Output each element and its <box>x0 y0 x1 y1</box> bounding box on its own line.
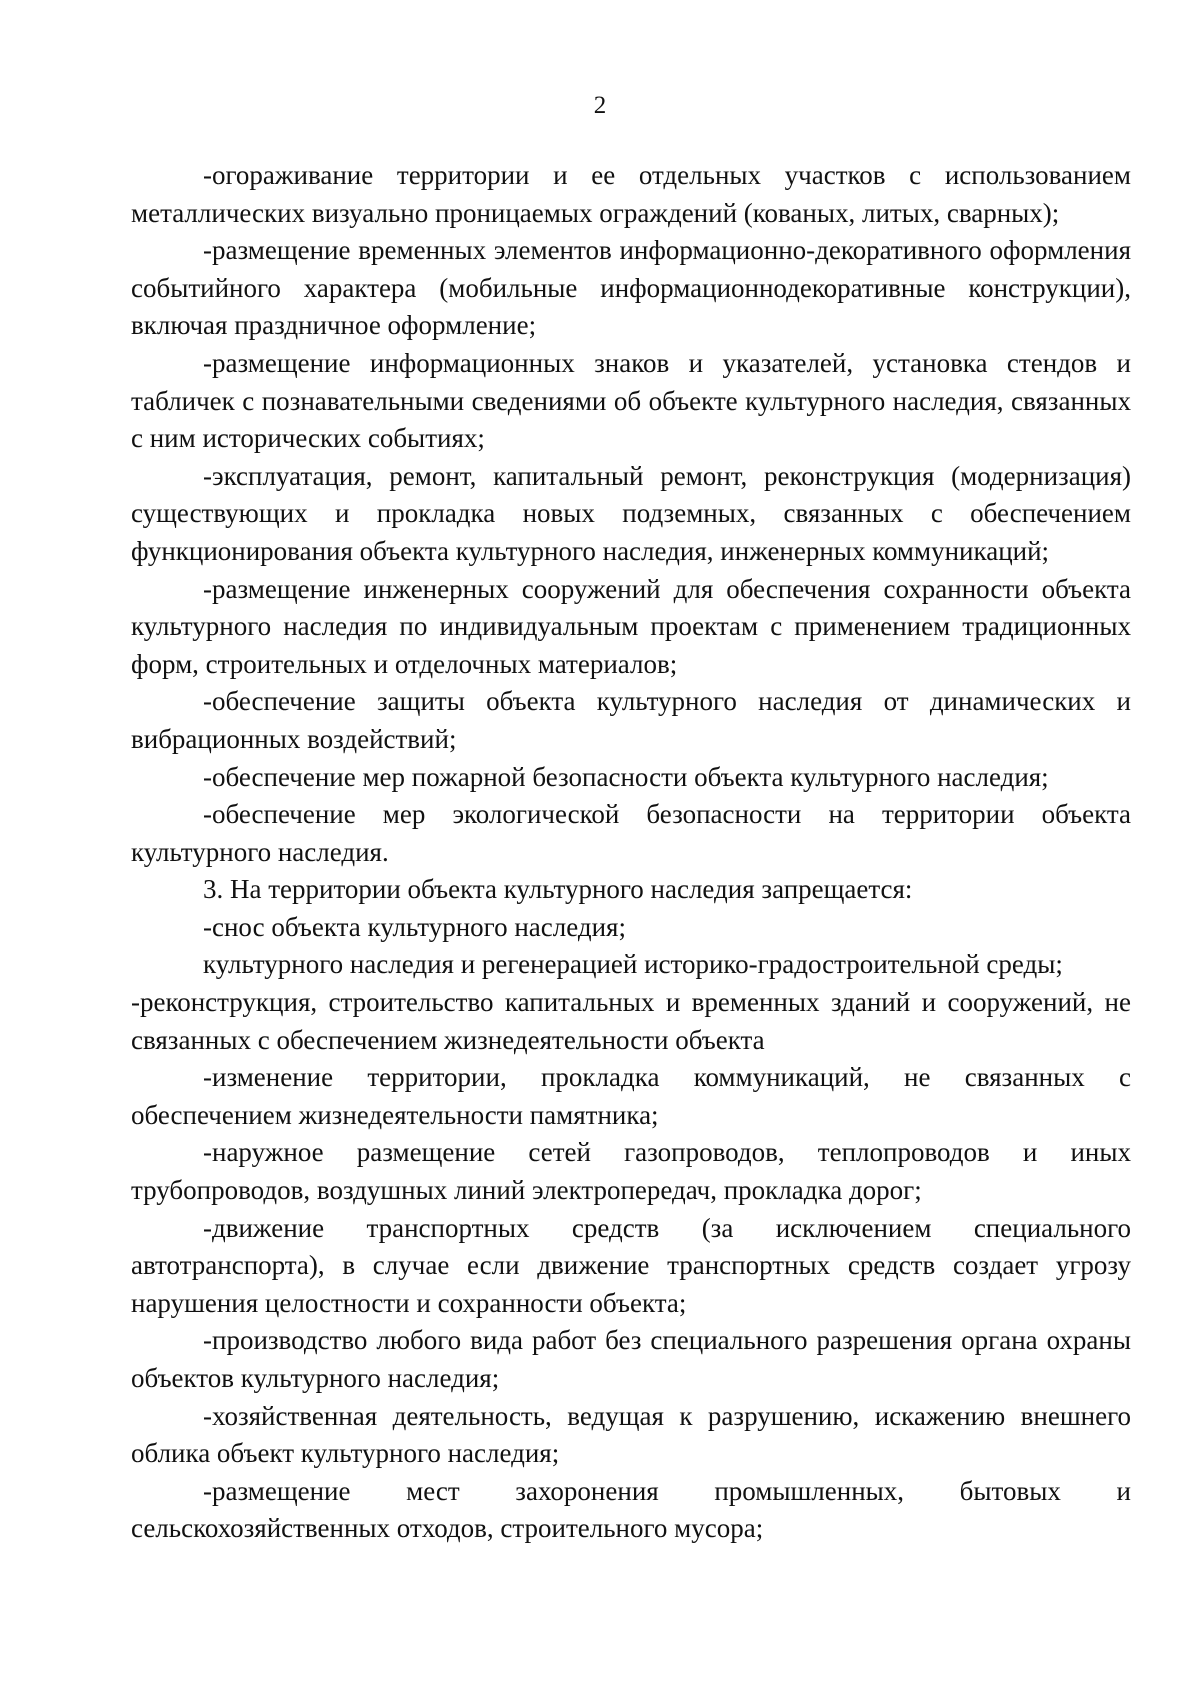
paragraph: -огораживание территории и ее отдельных участков с использованием металлических визуально проницаемых ограждений (кованых, литых, сварных); <box>131 160 1131 228</box>
paragraph: -размещение информационных знаков и указателей, установка стендов и табличек с познавательными сведениями об объекте культурного наследия, связанных с ним исторических событиях; <box>131 347 1131 454</box>
paragraph: -размещение временных элементов информационно-декоративного оформления событийного характера (мобильные информационнодекоративные конструкции), включая праздничное оформление; <box>131 235 1131 341</box>
paragraph: -движение транспортных средств (за исключением специального автотранспорта), в случае если движение транспортных средств создает угрозу нарушения целостности и сохранности объекта; <box>131 1212 1131 1318</box>
paragraph: -обеспечение мер пожарной безопасности объекта культурного наследия; <box>203 761 1049 792</box>
section-heading: 3. На территории объекта культурного наследия запрещается: <box>203 874 913 905</box>
paragraph: -эксплуатация, ремонт, капитальный ремонт, реконструкция (модернизация) существующих и прокладка новых подземных, связанных с обеспечением функционирования объекта культурного наследия, инженерных коммуникаций; <box>131 460 1131 566</box>
paragraph: -изменение территории, прокладка коммуникаций, не связанных с обеспечением жизнедеятельности памятника; <box>131 1062 1131 1130</box>
paragraph: -реконструкция, строительство капитальных и временных зданий и сооружений, не связанных с обеспечением жизнедеятельности объекта <box>131 987 1131 1055</box>
paragraph: -размещение мест захоронения промышленных, бытовых и сельскохозяйственных отходов, строительного мусора; <box>131 1475 1131 1544</box>
paragraph: культурного наследия и регенерацией историко-градостроительной среды; <box>203 949 1063 980</box>
paragraph: -размещение инженерных сооружений для обеспечения сохранности объекта культурного наследия по индивидуальным проектам с применением традиционных форм, строительных и отделочных материалов; <box>131 573 1131 679</box>
paragraph: -наружное размещение сетей газопроводов, теплопроводов и иных трубопроводов, воздушных линий электропередач, прокладка дорог; <box>131 1137 1131 1206</box>
page-number: 2 <box>593 92 607 119</box>
document-body <box>131 157 1131 1548</box>
paragraph: -снос объекта культурного наследия; <box>203 911 626 942</box>
paragraph: -производство любого вида работ без специального разрешения органа охраны объектов культурного наследия; <box>131 1325 1131 1393</box>
paragraph: -обеспечение защиты объекта культурного наследия от динамических и вибрационных воздействий; <box>131 686 1131 754</box>
paragraph: -обеспечение мер экологической безопасности на территории объекта культурного наследия. <box>131 799 1131 867</box>
paragraph: -хозяйственная деятельность, ведущая к разрушению, искажению внешнего облика объект культурного наследия; <box>131 1400 1131 1469</box>
